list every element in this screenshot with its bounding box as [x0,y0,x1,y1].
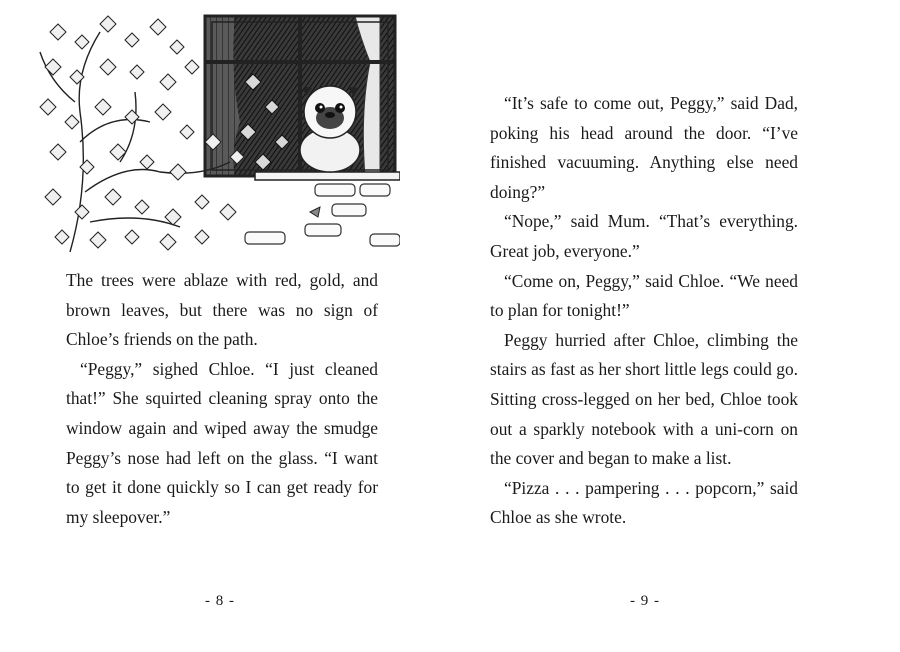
paragraph: Peggy hurried after Chloe, climbing the stairs as fast as her short little legs could go. Sitting cross-legged on her bed, Chloe took out a sparkly notebook with a uni-corn on the cover and began to make a list. [490,329,798,469]
paragraph: The trees were ablaze with red, gold, and brown leaves, but there was no sign of Chloe’s friends on the path. [66,270,378,350]
right-page [450,0,900,652]
page-number: - 9 - [630,593,660,609]
paragraph: “Nope,” said Mum. “That’s everything. Great job, everyone.” [490,211,798,261]
right-page-text [490,89,798,533]
pug-window-illustration [30,12,400,252]
paragraph: “Peggy,” sighed Chloe. “I just cleaned that!” She squirted cleaning spray onto the window again and wiped away the smudge Peggy’s nose had left on the glass. “I want to get it done quickly so I can get ready for my sleepover.” [66,358,378,527]
tree-branches [40,32,230,252]
falling-leaf [310,207,320,217]
page-number: - 8 - [205,593,235,609]
left-page-text [66,266,378,532]
paragraph: “It’s safe to come out, Peggy,” said Dad, poking his head around the door. “I’ve finished vacuuming. Anything else need doing?” [490,93,798,202]
wall-bricks [245,184,400,246]
paragraph: “Come on, Peggy,” said Chloe. “We need to plan for tonight!” [490,270,798,321]
paragraph: “Pizza . . . pampering . . . popcorn,” said Chloe as she wrote. [490,477,798,528]
